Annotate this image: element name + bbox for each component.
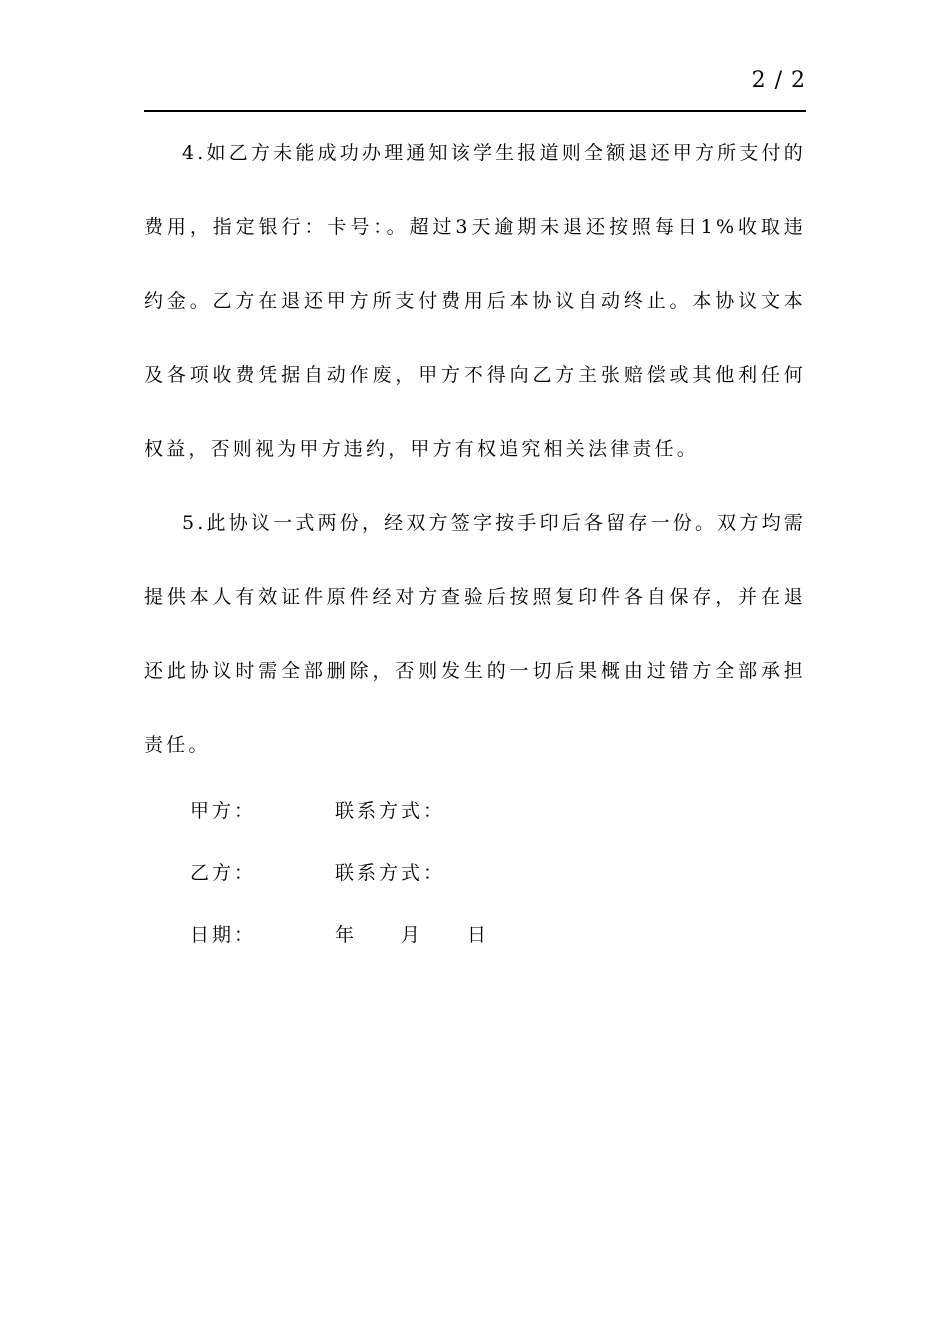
- document-body: [144, 116, 806, 782]
- header-divider: [144, 110, 806, 112]
- party-b-contact-label: 联系方式：: [335, 861, 446, 884]
- date-row: [190, 902, 533, 964]
- date-label: 日期：: [190, 923, 257, 946]
- party-b-row: [190, 840, 533, 902]
- signature-block: [190, 778, 533, 964]
- day-label: 日: [467, 923, 490, 946]
- party-a-label: 甲方：: [190, 799, 257, 822]
- clause-5-paragraph: 5.此协议一式两份，经双方签字按手印后各留存一份。双方均需提供本人有效证件原件经对方查验后按照复印件各自保存，并在退还此协议时需全部删除，否则发生的一切后果概由过错方全部承担责任。: [144, 512, 806, 756]
- clause-4-paragraph: 4.如乙方未能成功办理通知该学生报道则全额退还甲方所支付的费用，指定银行：卡号：。超过3天逾期未退还按照每日1%收取违约金。乙方在退还甲方所支付费用后本协议自动终止。本协议文本及各项收费凭据自动作废，甲方不得向乙方主张赔偿或其他利任何权益，否则视为甲方违约，甲方有权追究相关法律责任。: [144, 142, 806, 460]
- party-b-label: 乙方：: [190, 861, 257, 884]
- party-a-contact-label: 联系方式：: [335, 799, 446, 822]
- month-label: 月: [401, 923, 424, 946]
- party-a-row: [190, 778, 533, 840]
- page-number: 2 / 2: [751, 68, 806, 93]
- year-label: 年: [335, 923, 358, 946]
